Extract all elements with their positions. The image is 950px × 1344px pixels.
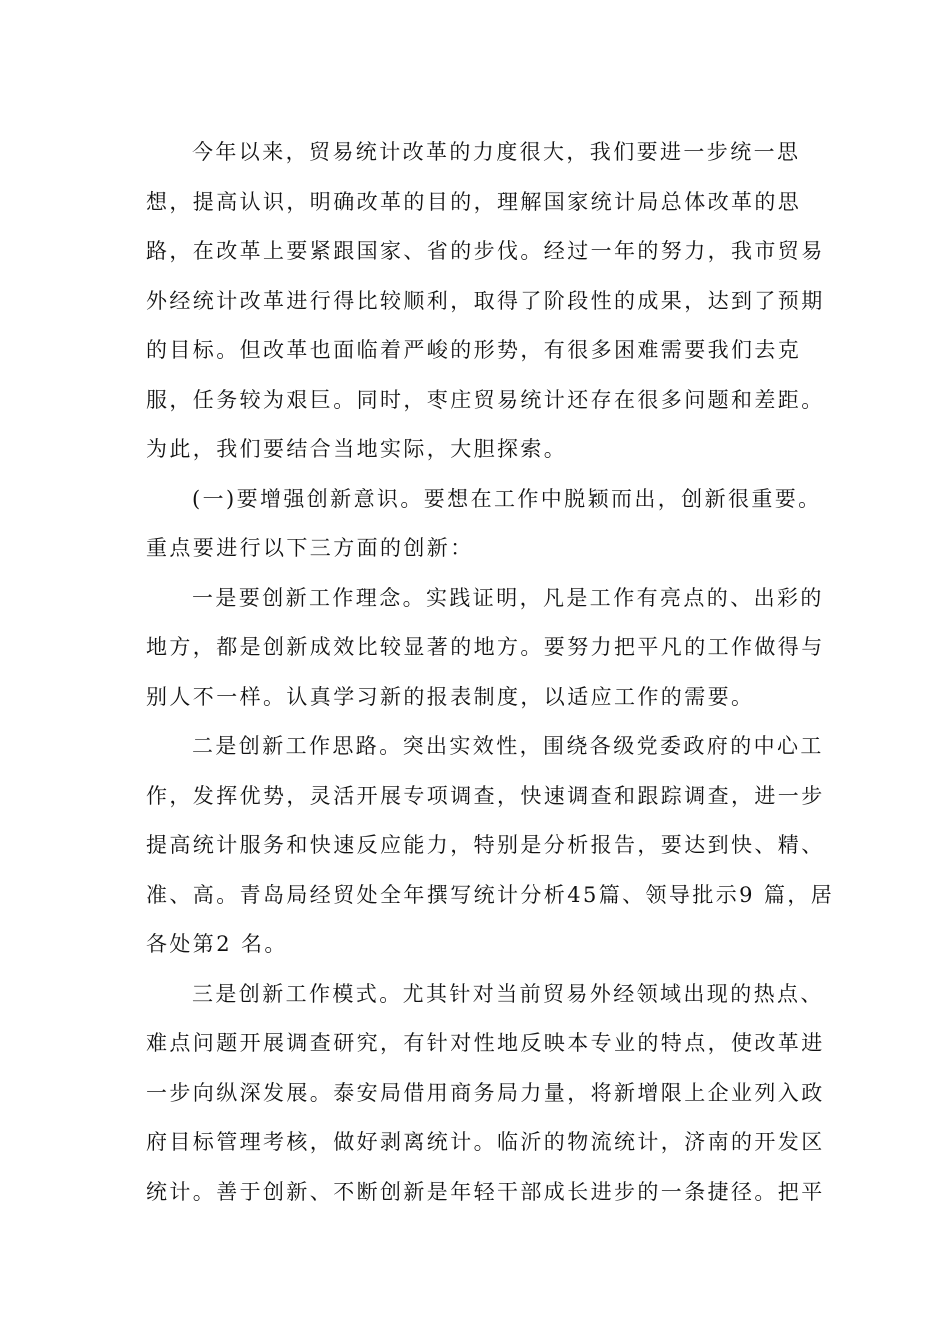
paragraph-line: 一是要创新工作理念。实践证明，凡是工作有亮点的、出彩的 — [192, 585, 824, 610]
paragraph-line: 一步向纵深发展。泰安局借用商务局力量，将新增限上企业列入政 — [146, 1080, 825, 1105]
paragraph-line: 各处第2 名。 — [146, 932, 288, 956]
paragraph-line: 别人不一样。认真学习新的报表制度，以适应工作的需要。 — [146, 684, 755, 709]
paragraph-line: 外经统计改革进行得比较顺利，取得了阶段性的成果，达到了预期 — [146, 288, 825, 313]
paragraph-line: 想，提高认识，明确改革的目的，理解国家统计局总体改革的思 — [146, 189, 802, 214]
paragraph-line: 重点要进行以下三方面的创新： — [146, 536, 474, 560]
paragraph-line: 准、高。青岛局经贸处全年撰写统计分析45篇、领导批示9 篇，居 — [146, 882, 835, 907]
paragraph-line: 为此，我们要结合当地实际，大胆探索。 — [146, 437, 568, 461]
paragraph-line: 统计。善于创新、不断创新是年轻干部成长进步的一条捷径。把平 — [146, 1179, 825, 1204]
body-text — [146, 132, 835, 1221]
paragraph-line: 难点问题开展调查研究，有针对性地反映本专业的特点，使改革进 — [146, 1031, 825, 1055]
paragraph-line: 今年以来，贸易统计改革的力度很大，我们要进一步统一思 — [192, 140, 801, 164]
paragraph-line: 地方，都是创新成效比较显著的地方。要努力把平凡的工作做得与 — [146, 635, 825, 659]
paragraph-line: 三是创新工作模式。尤其针对当前贸易外经领域出现的热点、 — [192, 981, 824, 1006]
paragraph-line: 府目标管理考核，做好剥离统计。临沂的物流统计，济南的开发区 — [146, 1130, 825, 1154]
paragraph-line: (一)要增强创新意识。要想在工作中脱颖而出，创新很重要。 — [192, 486, 822, 511]
paragraph-line: 服，任务较为艰巨。同时，枣庄贸易统计还存在很多问题和差距。 — [146, 387, 825, 412]
paragraph-line: 作，发挥优势，灵活开展专项调查，快速调查和跟踪调查，进一步 — [146, 783, 825, 808]
paragraph-line: 的目标。但改革也面临着严峻的形势，有很多困难需要我们去克 — [146, 338, 802, 362]
paragraph-line: 路，在改革上要紧跟国家、省的步伐。经过一年的努力，我市贸易 — [146, 239, 825, 263]
paragraph-line: 二是创新工作思路。突出实效性，围绕各级党委政府的中心工 — [192, 734, 824, 758]
paragraph-line: 提高统计服务和快速反应能力，特别是分析报告，要达到快、精、 — [146, 833, 825, 857]
